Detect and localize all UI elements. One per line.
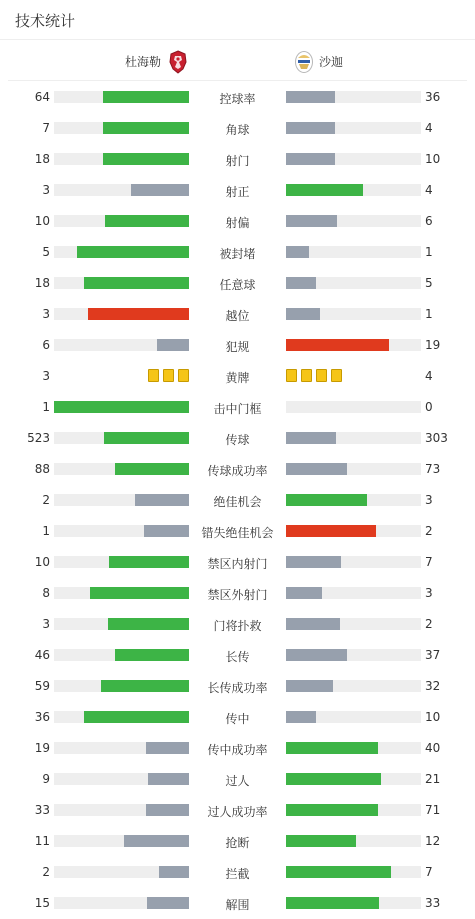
stat-row	[0, 670, 475, 701]
stat-label: 犯规	[225, 340, 250, 354]
away-bar-track	[286, 618, 421, 630]
stat-row	[0, 360, 475, 391]
away-bar-track	[286, 122, 421, 134]
stat-row	[0, 298, 475, 329]
away-bar-fill	[286, 525, 376, 537]
header	[0, 0, 475, 40]
home-value: 523	[27, 431, 50, 445]
home-value: 3	[42, 369, 50, 383]
away-bar-fill	[286, 866, 391, 878]
yellow-card-icon	[286, 369, 297, 382]
away-bar-fill	[286, 556, 341, 568]
away-bar-fill	[286, 773, 381, 785]
away-bar-track	[286, 742, 421, 754]
away-bar-track	[286, 897, 421, 909]
stat-label: 传球成功率	[207, 464, 268, 478]
home-bar-fill	[88, 308, 189, 320]
stat-label: 抢断	[225, 836, 250, 850]
home-bar-track	[54, 215, 189, 227]
away-value: 37	[425, 648, 441, 662]
away-bar-track	[286, 773, 421, 785]
stat-row	[0, 174, 475, 205]
stat-label: 过人	[225, 774, 250, 788]
away-value: 10	[425, 152, 441, 166]
stat-row	[0, 205, 475, 236]
away-bar-fill	[286, 649, 347, 661]
home-bar-fill	[135, 494, 189, 506]
away-value: 3	[425, 493, 433, 507]
away-bar-track	[286, 556, 421, 568]
away-value: 3	[425, 586, 433, 600]
stat-label: 越位	[225, 309, 250, 323]
away-bar-track	[286, 401, 421, 413]
stat-label: 绝佳机会	[213, 495, 262, 509]
stat-label: 传中	[225, 712, 250, 726]
away-value: 10	[425, 710, 441, 724]
stat-row	[0, 422, 475, 453]
stat-row	[0, 546, 475, 577]
stat-row	[0, 453, 475, 484]
home-bar-track	[54, 277, 189, 289]
away-bar-track	[286, 339, 421, 351]
home-yellow-cards	[148, 369, 193, 383]
away-value: 7	[425, 865, 433, 879]
away-bar-track	[286, 711, 421, 723]
stat-row	[0, 267, 475, 298]
stat-row	[0, 701, 475, 732]
stat-row	[0, 391, 475, 422]
away-bar-track	[286, 835, 421, 847]
away-value: 7	[425, 555, 433, 569]
home-bar-fill	[84, 277, 189, 289]
home-value: 11	[34, 834, 50, 848]
away-bar-fill	[286, 122, 335, 134]
yellow-card-icon	[178, 369, 189, 382]
stat-label: 错失绝佳机会	[201, 526, 274, 540]
home-value: 2	[42, 493, 50, 507]
home-bar-fill	[148, 773, 189, 785]
away-bar-track	[286, 308, 421, 320]
away-bar-fill	[286, 618, 340, 630]
home-bar-fill	[109, 556, 189, 568]
stat-row	[0, 608, 475, 639]
stat-label: 拦截	[225, 867, 250, 881]
home-bar-fill	[131, 184, 189, 196]
home-value: 18	[34, 276, 50, 290]
yellow-card-icon	[316, 369, 327, 382]
home-bar-fill	[103, 122, 189, 134]
yellow-card-icon	[148, 369, 159, 382]
home-value: 1	[42, 400, 50, 414]
stat-row	[0, 81, 475, 112]
away-value: 2	[425, 617, 433, 631]
away-value: 5	[425, 276, 433, 290]
away-value: 12	[425, 834, 441, 848]
home-bar-fill	[104, 432, 189, 444]
away-bar-track	[286, 649, 421, 661]
home-bar-track	[54, 184, 189, 196]
home-bar-fill	[103, 153, 189, 165]
stat-label: 长传	[225, 650, 250, 664]
stat-label: 控球率	[219, 92, 256, 106]
home-bar-fill	[77, 246, 189, 258]
home-value: 18	[34, 152, 50, 166]
home-bar-track	[54, 463, 189, 475]
home-value: 59	[34, 679, 50, 693]
home-bar-track	[54, 618, 189, 630]
away-bar-fill	[286, 339, 389, 351]
home-bar-fill	[115, 649, 189, 661]
away-bar-fill	[286, 494, 367, 506]
away-value: 71	[425, 803, 441, 817]
away-value: 4	[425, 369, 433, 383]
home-bar-fill	[103, 91, 189, 103]
home-bar-fill	[115, 463, 189, 475]
away-bar-fill	[286, 742, 378, 754]
home-bar-fill	[146, 742, 189, 754]
yellow-card-icon	[331, 369, 342, 382]
away-value: 40	[425, 741, 441, 755]
stat-label: 任意球	[219, 278, 256, 292]
stat-label: 传中成功率	[207, 743, 268, 757]
home-bar-fill	[84, 711, 189, 723]
home-bar-fill	[146, 804, 189, 816]
home-bar-fill	[105, 215, 189, 227]
home-bar-track	[54, 897, 189, 909]
away-bar-fill	[286, 215, 337, 227]
away-bar-fill	[286, 184, 363, 196]
stat-label: 射正	[225, 185, 250, 199]
away-bar-fill	[286, 897, 379, 909]
away-team-name[interactable]: 沙迦	[319, 55, 344, 69]
away-bar-track	[286, 246, 421, 258]
away-value: 2	[425, 524, 433, 538]
away-bar-track	[286, 91, 421, 103]
away-bar-fill	[286, 711, 316, 723]
away-yellow-cards	[286, 369, 346, 383]
home-value: 10	[34, 555, 50, 569]
stat-row	[0, 856, 475, 887]
stat-label: 被封堵	[219, 247, 256, 261]
sharjah-crest-icon[interactable]	[294, 50, 314, 78]
stat-label: 长传成功率	[207, 681, 268, 695]
away-value: 21	[425, 772, 441, 786]
away-bar-fill	[286, 308, 320, 320]
home-value: 2	[42, 865, 50, 879]
away-bar-track	[286, 525, 421, 537]
away-bar-fill	[286, 246, 309, 258]
home-bar-track	[54, 246, 189, 258]
stat-label: 角球	[225, 123, 250, 137]
home-bar-track	[54, 680, 189, 692]
home-value: 6	[42, 338, 50, 352]
away-value: 0	[425, 400, 433, 414]
home-bar-track	[54, 835, 189, 847]
stat-label: 禁区外射门	[207, 588, 268, 602]
away-bar-track	[286, 277, 421, 289]
home-value: 3	[42, 307, 50, 321]
stat-row	[0, 763, 475, 794]
team-header	[8, 41, 467, 81]
stat-row	[0, 484, 475, 515]
stat-row	[0, 639, 475, 670]
away-bar-fill	[286, 432, 336, 444]
home-value: 7	[42, 121, 50, 135]
away-bar-track	[286, 587, 421, 599]
home-value: 9	[42, 772, 50, 786]
stat-row	[0, 112, 475, 143]
home-value: 46	[34, 648, 50, 662]
away-bar-track	[286, 866, 421, 878]
stat-label: 射门	[225, 154, 250, 168]
away-bar-track	[286, 184, 421, 196]
away-value: 1	[425, 245, 433, 259]
home-bar-track	[54, 742, 189, 754]
stat-row	[0, 794, 475, 825]
home-bar-fill	[90, 587, 189, 599]
home-bar-fill	[159, 866, 189, 878]
home-value: 1	[42, 524, 50, 538]
stat-label: 射偏	[225, 216, 250, 230]
away-bar-track	[286, 463, 421, 475]
away-value: 4	[425, 183, 433, 197]
away-bar-track	[286, 494, 421, 506]
home-bar-track	[54, 91, 189, 103]
away-bar-fill	[286, 680, 333, 692]
home-value: 64	[34, 90, 50, 104]
yellow-card-icon	[301, 369, 312, 382]
away-bar-fill	[286, 277, 316, 289]
away-value: 4	[425, 121, 433, 135]
stat-label: 传球	[225, 433, 250, 447]
home-value: 3	[42, 617, 50, 631]
home-team-name[interactable]: 杜海勒	[125, 55, 162, 69]
home-value: 3	[42, 183, 50, 197]
home-bar-track	[54, 122, 189, 134]
home-value: 5	[42, 245, 50, 259]
away-bar-track	[286, 680, 421, 692]
home-value: 88	[34, 462, 50, 476]
away-value: 303	[425, 431, 448, 445]
home-bar-track	[54, 401, 189, 413]
stat-row	[0, 515, 475, 546]
stat-row	[0, 143, 475, 174]
home-bar-track	[54, 773, 189, 785]
away-bar-fill	[286, 463, 347, 475]
away-bar-track	[286, 153, 421, 165]
stat-label: 解围	[225, 898, 250, 912]
away-bar-fill	[286, 587, 322, 599]
page-title: 技术统计	[15, 12, 76, 30]
home-bar-track	[54, 556, 189, 568]
home-bar-track	[54, 711, 189, 723]
stat-row	[0, 825, 475, 856]
yellow-card-icon	[163, 369, 174, 382]
home-bar-fill	[147, 897, 189, 909]
home-bar-track	[54, 587, 189, 599]
home-bar-track	[54, 339, 189, 351]
home-bar-track	[54, 494, 189, 506]
stat-row	[0, 887, 475, 918]
away-value: 36	[425, 90, 441, 104]
al-duhail-crest-icon[interactable]	[168, 50, 188, 78]
home-bar-fill	[124, 835, 189, 847]
home-value: 8	[42, 586, 50, 600]
stat-row	[0, 329, 475, 360]
away-bar-track	[286, 432, 421, 444]
away-value: 6	[425, 214, 433, 228]
home-bar-fill	[157, 339, 189, 351]
home-bar-track	[54, 308, 189, 320]
home-bar-fill	[144, 525, 189, 537]
away-value: 19	[425, 338, 441, 352]
home-value: 15	[34, 896, 50, 910]
home-bar-track	[54, 432, 189, 444]
away-bar-fill	[286, 835, 356, 847]
away-bar-fill	[286, 804, 378, 816]
stat-label: 门将扑救	[213, 619, 262, 633]
home-bar-track	[54, 525, 189, 537]
away-value: 1	[425, 307, 433, 321]
away-bar-fill	[286, 91, 335, 103]
away-value: 32	[425, 679, 441, 693]
stat-label: 禁区内射门	[207, 557, 268, 571]
away-value: 33	[425, 896, 441, 910]
stat-row	[0, 236, 475, 267]
home-bar-track	[54, 866, 189, 878]
stat-label: 击中门框	[213, 402, 262, 416]
home-bar-fill	[54, 401, 189, 413]
home-value: 19	[34, 741, 50, 755]
home-bar-fill	[108, 618, 189, 630]
home-value: 10	[34, 214, 50, 228]
stat-label: 黄牌	[225, 371, 250, 385]
stat-row	[0, 577, 475, 608]
away-value: 73	[425, 462, 441, 476]
away-bar-track	[286, 804, 421, 816]
home-value: 33	[34, 803, 50, 817]
home-value: 36	[34, 710, 50, 724]
home-bar-track	[54, 153, 189, 165]
home-bar-track	[54, 804, 189, 816]
away-bar-track	[286, 215, 421, 227]
home-bar-fill	[101, 680, 189, 692]
away-bar-fill	[286, 153, 335, 165]
stat-label: 过人成功率	[207, 805, 268, 819]
home-bar-track	[54, 649, 189, 661]
stat-row	[0, 732, 475, 763]
